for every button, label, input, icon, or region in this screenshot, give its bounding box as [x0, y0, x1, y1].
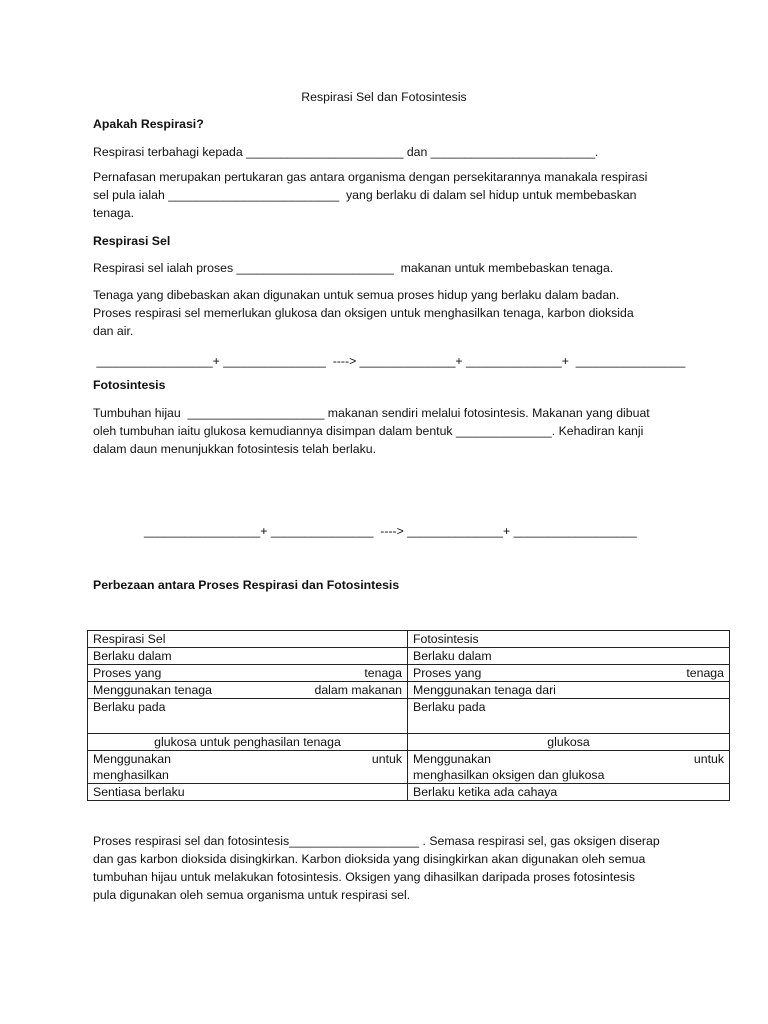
table-header-respirasi: Respirasi Sel	[88, 631, 408, 648]
table-row	[88, 734, 730, 751]
table-cell	[88, 665, 408, 682]
heading-fotosintesis: Fotosintesis	[93, 378, 166, 392]
table-row	[88, 699, 730, 734]
tenaga-line-2: Proses respirasi sel memerlukan glukosa dan oksigen untuk menghasilkan tenaga, karbon dioksida	[93, 306, 634, 320]
table-row	[88, 648, 730, 665]
table-header-row	[88, 631, 730, 648]
closing-line-4: pula digunakan oleh semua organisma untuk respirasi sel.	[93, 888, 411, 902]
table-cell: glukosa	[408, 734, 730, 751]
table-cell	[408, 751, 730, 784]
fotosintesis-equation: _________________+ _______________ ----> ______________+ __________________	[144, 524, 637, 538]
cell-text: menghasilkan oksigen dan glukosa	[413, 768, 605, 782]
cell-text: Menggunakan tenaga	[93, 683, 212, 697]
tenaga-line-3: dan air.	[93, 324, 134, 338]
table-cell	[408, 665, 730, 682]
page-title: Respirasi Sel dan Fotosintesis	[301, 90, 467, 104]
table-cell	[88, 682, 408, 699]
table-row	[88, 784, 730, 801]
comparison-table	[87, 630, 730, 801]
heading-perbezaan: Perbezaan antara Proses Respirasi dan Fotosintesis	[93, 578, 400, 592]
table-cell: Berlaku pada	[408, 699, 730, 734]
closing-line-2: dan gas karbon dioksida disingkirkan. Karbon dioksida yang disingkirkan akan digunakan oleh semua	[93, 852, 646, 866]
pernafasan-line-1: Pernafasan merupakan pertukaran gas antara organisma dengan persekitarannya manakala respirasi	[93, 170, 648, 184]
table-cell: Berlaku pada	[88, 699, 408, 734]
tumbuhan-line-2: oleh tumbuhan iaitu glukosa kemudiannya disimpan dalam bentuk ______________. Kehadiran kanji	[93, 424, 644, 438]
cell-text: Menggunakan	[93, 752, 171, 766]
table-header-fotosintesis: Fotosintesis	[408, 631, 730, 648]
cell-text: Proses yang	[93, 666, 162, 680]
table-cell: Berlaku ketika ada cahaya	[408, 784, 730, 801]
cell-text: tenaga	[364, 666, 402, 680]
tumbuhan-line-1: Tumbuhan hijau ____________________ makanan sendiri melalui fotosintesis. Makanan yang dibuat	[93, 406, 650, 420]
table-cell: Sentiasa berlaku	[88, 784, 408, 801]
closing-line-3: tumbuhan hijau untuk melakukan fotosintesis. Oksigen yang dihasilkan daripada proses fotosintesis	[93, 870, 636, 884]
table-cell: glukosa untuk penghasilan tenaga	[88, 734, 408, 751]
cell-text: untuk	[693, 752, 724, 766]
respirasi-terbahagi-line: Respirasi terbahagi kepada _______________________ dan ________________________.	[93, 145, 599, 159]
pernafasan-line-3: tenaga.	[93, 206, 135, 220]
table-cell: Menggunakan tenaga dari	[408, 682, 730, 699]
table-cell	[88, 751, 408, 784]
closing-line-1: Proses respirasi sel dan fotosintesis___________________ . Semasa respirasi sel, gas oksigen diserap	[93, 834, 660, 848]
cell-text: tenaga	[686, 666, 724, 680]
cell-text: Proses yang	[413, 666, 482, 680]
cell-text: untuk	[371, 752, 402, 766]
heading-respirasi-sel: Respirasi Sel	[93, 234, 171, 248]
table-row	[88, 751, 730, 784]
cell-text: dalam makanan	[314, 683, 402, 697]
table-cell: Berlaku dalam	[408, 648, 730, 665]
heading-apakah-respirasi: Apakah Respirasi?	[93, 117, 204, 131]
respirasi-equation: _________________+ _______________ ----> ______________+ ______________+ ________________	[93, 354, 686, 368]
respirasi-sel-definition: Respirasi sel ialah proses _______________________ makanan untuk membebaskan tenaga.	[93, 261, 614, 275]
cell-text: Menggunakan	[413, 752, 491, 766]
pernafasan-line-2: sel pula ialah _________________________ yang berlaku di dalam sel hidup untuk membebaskan	[93, 188, 637, 202]
cell-text: menghasilkan	[93, 768, 169, 782]
tenaga-line-1: Tenaga yang dibebaskan akan digunakan untuk semua proses hidup yang berlaku dalam badan.	[93, 288, 620, 302]
table-row	[88, 665, 730, 682]
tumbuhan-line-3: dalam daun menunjukkan fotosintesis telah berlaku.	[93, 442, 377, 456]
table-cell: Berlaku dalam	[88, 648, 408, 665]
table-row	[88, 682, 730, 699]
